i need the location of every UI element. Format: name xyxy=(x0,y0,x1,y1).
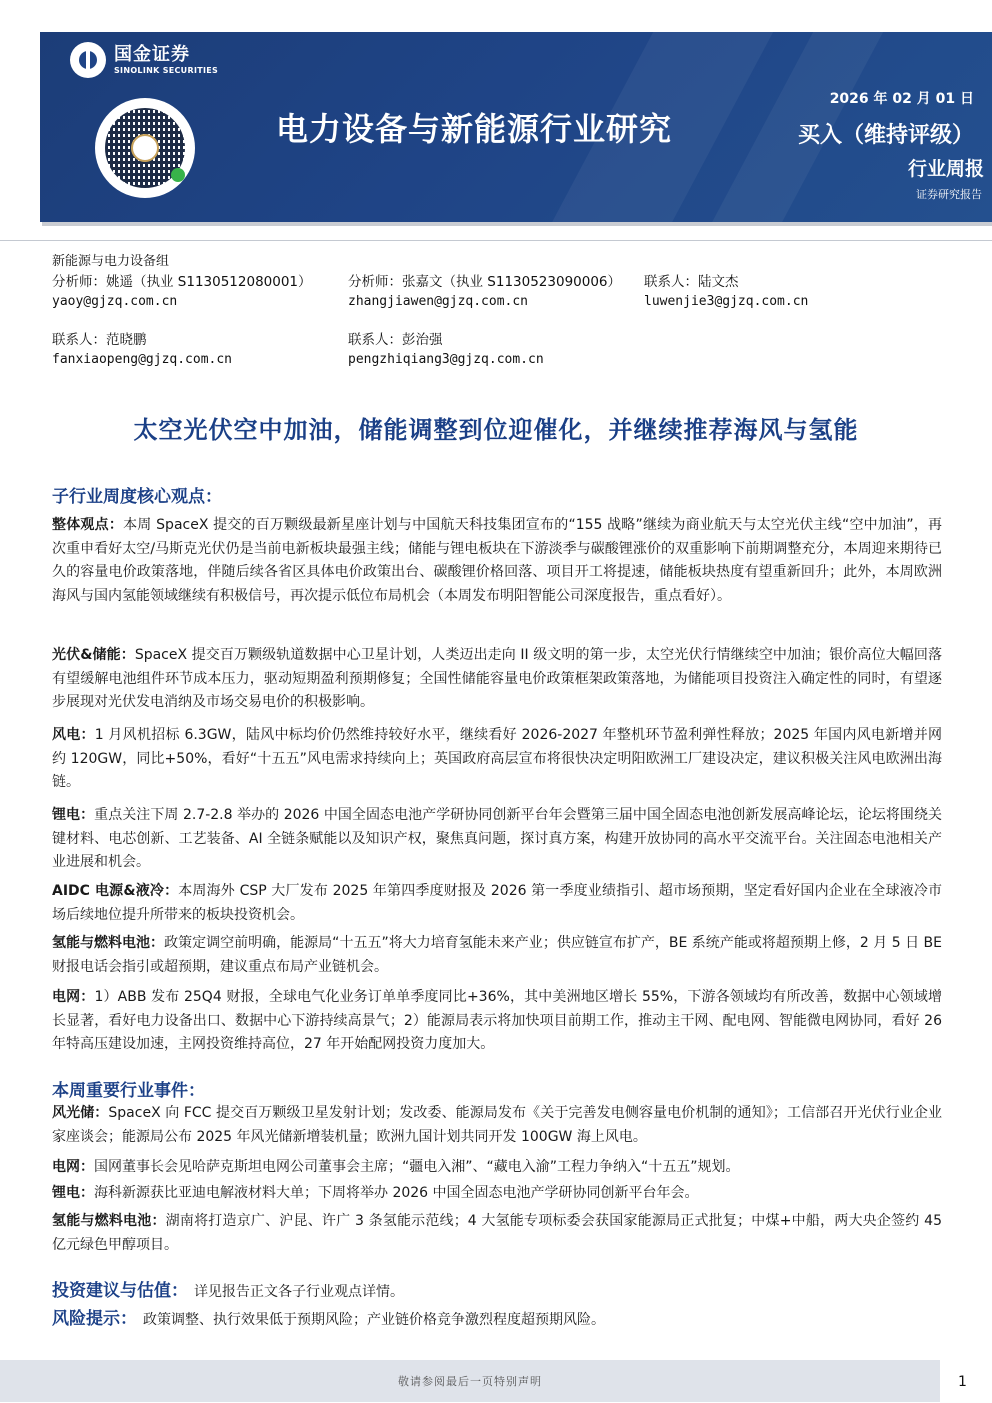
event-label: 氢能与燃料电池： xyxy=(52,1213,166,1229)
view-label: 光伏&储能： xyxy=(52,647,135,663)
view-label: AIDC 电源&液冷： xyxy=(52,883,179,899)
event-label: 风光储： xyxy=(52,1105,109,1121)
sinolink-logo-icon xyxy=(70,42,106,78)
view-label: 电网： xyxy=(52,989,95,1005)
event-label: 电网： xyxy=(52,1159,94,1175)
investment-text: 详见报告正文各子行业观点详情。 xyxy=(194,1284,404,1300)
view-grid xyxy=(52,986,942,1057)
events-title: 本周重要行业事件： xyxy=(52,1081,205,1101)
contact-email[interactable]: pengzhiqiang3@gjzq.com.cn xyxy=(348,352,544,367)
view-solar-storage xyxy=(52,644,942,715)
view-aidc xyxy=(52,880,942,927)
view-lithium xyxy=(52,804,942,875)
event-wind-solar-storage xyxy=(52,1102,942,1149)
event-text: 国网董事长会见哈萨克斯坦电网公司董事会主席；“疆电入湘”、“藏电入渝”工程力争纳入“十五五”规划。 xyxy=(94,1159,740,1175)
logo-en-text: SINOLINK SECURITIES xyxy=(114,65,219,75)
report-header-banner xyxy=(40,32,992,222)
view-hydrogen xyxy=(52,932,942,979)
rating: 买入（维持评级） xyxy=(797,123,974,148)
contact-role: 联系人：陆文杰 xyxy=(644,274,739,290)
logo-cn-text: 国金证券 xyxy=(114,43,190,65)
analyst-email[interactable]: zhangjiawen@gjzq.com.cn xyxy=(348,294,529,309)
report-date: 2026 年 02 月 01 日 xyxy=(829,91,974,107)
sinolink-logo xyxy=(70,42,218,78)
header-divider xyxy=(0,240,992,241)
view-overall xyxy=(52,514,942,608)
risk-label: 风险提示： xyxy=(52,1309,137,1329)
analyst-role: 分析师：张嘉文（执业 S1130523090006） xyxy=(348,274,622,290)
event-hydrogen xyxy=(52,1210,942,1257)
view-text: SpaceX 提交百万颗级轨道数据中心卫星计划，人类迈出走向 II 级文明的第一步，太空光伏行情继续空中加油；银价高位大幅回落有望缓解电池组件环节成本压力，驱动短期盈利预期修复；全国性储能容量电价政策框架政策落地，为储能项目投资注入确定性的同时，有望逐步展现对光伏发电消纳及市场交易电价的积极影响。 xyxy=(52,647,943,710)
view-text: 1 月风机招标 6.3GW，陆风中标均价仍然维持较好水平，继续看好 2026-2027 年整机环节盈利弹性释放；2025 年国内风电新增并网约 120GW，同比+50%，看好“十五五”风电需求持续向上；英国政府高层宣布将很快决定明阳欧洲工厂建设决定，建议积极关注风电欧洲出海链。 xyxy=(52,727,942,790)
footer-disclaimer: 敬请参阅最后一页特别声明 xyxy=(0,1360,940,1402)
view-text: 重点关注下周 2.7-2.8 举办的 2026 中国全固态电池产学研协同创新平台年会暨第三届中国全固态电池创新发展高峰论坛，论坛将围绕关键材料、电芯创新、工艺装备、AI 全链条赋能以及知识产权，聚焦真问题，探讨真方案，构建开放协同的高水平交流平台。关注固态电池相关产业进展和机会。 xyxy=(52,807,942,870)
report-category: 证券研究报告 xyxy=(916,188,982,201)
wechat-icon xyxy=(171,168,185,182)
risk-warning xyxy=(52,1304,942,1329)
report-headline: 太空光伏空中加油，储能调整到位迎催化，并继续推荐海风与氢能 xyxy=(133,416,859,444)
contact-pengzhiqiang xyxy=(348,330,544,370)
view-wind xyxy=(52,724,942,795)
core-views-title: 子行业周度核心观点： xyxy=(52,487,222,507)
analyst-zhangjiawen xyxy=(348,272,621,312)
contact-luwenjie xyxy=(644,272,808,312)
contact-role: 联系人：彭治强 xyxy=(348,332,443,348)
research-team: 新能源与电力设备组 xyxy=(52,254,170,269)
analyst-email[interactable]: yaoy@gjzq.com.cn xyxy=(52,294,178,309)
page-number: 1 xyxy=(958,1374,967,1390)
view-label: 氢能与燃料电池： xyxy=(52,935,165,951)
view-label: 整体观点： xyxy=(52,517,124,533)
event-lithium xyxy=(52,1182,942,1206)
event-text: 湖南将打造京广、沪昆、许广 3 条氢能示范线；4 大氢能专项标委会获国家能源局正式批复；中煤+中船，两大央企签约 45 亿元绿色甲醇项目。 xyxy=(52,1213,942,1253)
event-grid xyxy=(52,1156,942,1180)
view-text: 1）ABB 发布 25Q4 财报，全球电气化业务订单单季度同比+36%，其中美洲地区增长 55%，下游各领域均有所改善，数据中心领域增长显著，看好电力设备出口、数据中心下游持续高景气；2）能源局表示将加快项目前期工作，推动主干网、配电网、智能微电网协同，看好 26 年特高压建设加速，主网投资维持高位，27 年开始配网投资力度加大。 xyxy=(52,989,942,1052)
contact-role: 联系人：范晓鹏 xyxy=(52,332,147,348)
view-text: 政策定调空前明确，能源局“十五五”将大力培育氢能未来产业；供应链宣布扩产，BE 系统产能或将超预期上修，2 月 5 日 BE 财报电话会指引或超预期，建议重点布局产业链机会。 xyxy=(52,935,943,975)
view-label: 锂电： xyxy=(52,807,95,823)
risk-text: 政策调整、执行效果低于预期风险；产业链价格竞争激烈程度超预期风险。 xyxy=(143,1312,605,1328)
view-text: 本周 SpaceX 提交的百万颗级最新星座计划与中国航天科技集团宣布的“155 战略”继续为商业航天与太空光伏主线“空中加油”，再次重申看好太空/马斯克光伏仍是当前电新板块最强主线；储能与锂电板块在下游淡季与碳酸锂涨价的双重影响下前期调整充分，本周迎来期待已久的容量电价政策落地，伴随后续各省区具体电价政策出台、碳酸锂价格回落、项目开工将提速，储能板块热度有望重新回升；此外，本周欧洲海风与国内氢能领域继续有积极信号，再次提示低位布局机会（本周发布明阳智能公司深度报告，重点看好）。 xyxy=(52,517,942,604)
qr-code-icon xyxy=(95,98,195,198)
report-type: 行业周报 xyxy=(907,158,984,180)
contact-email[interactable]: fanxiaopeng@gjzq.com.cn xyxy=(52,352,233,367)
event-text: 海科新源获比亚迪电解液材料大单；下周将举办 2026 中国全固态电池产学研协同创新平台年会。 xyxy=(94,1185,699,1201)
report-title: 电力设备与新能源行业研究 xyxy=(276,110,673,148)
event-text: SpaceX 向 FCC 提交百万颗级卫星发射计划；发改委、能源局发布《关于完善发电侧容量电价机制的通知》；工信部召开光伏行业企业家座谈会；能源局公布 2025 年风光储新增装机量；欧洲九国计划共同开发 100GW 海上风电。 xyxy=(52,1105,943,1145)
qr-center-logo-icon xyxy=(131,134,159,162)
view-label: 风电： xyxy=(52,727,95,743)
contact-email[interactable]: luwenjie3@gjzq.com.cn xyxy=(644,294,809,309)
view-text: 本周海外 CSP 大厂发布 2025 年第四季度财报及 2026 第一季度业绩指引、超市场预期，坚定看好国内企业在全球液冷市场后续地位提升所带来的板块投资机会。 xyxy=(52,883,943,923)
analyst-role: 分析师：姚遥（执业 S1130512080001） xyxy=(52,274,312,290)
investment-label: 投资建议与估值： xyxy=(52,1281,188,1301)
contact-fanxiaopeng xyxy=(52,330,232,370)
event-label: 锂电： xyxy=(52,1185,94,1201)
analyst-yaoyao xyxy=(52,272,312,312)
investment-advice xyxy=(52,1276,942,1301)
